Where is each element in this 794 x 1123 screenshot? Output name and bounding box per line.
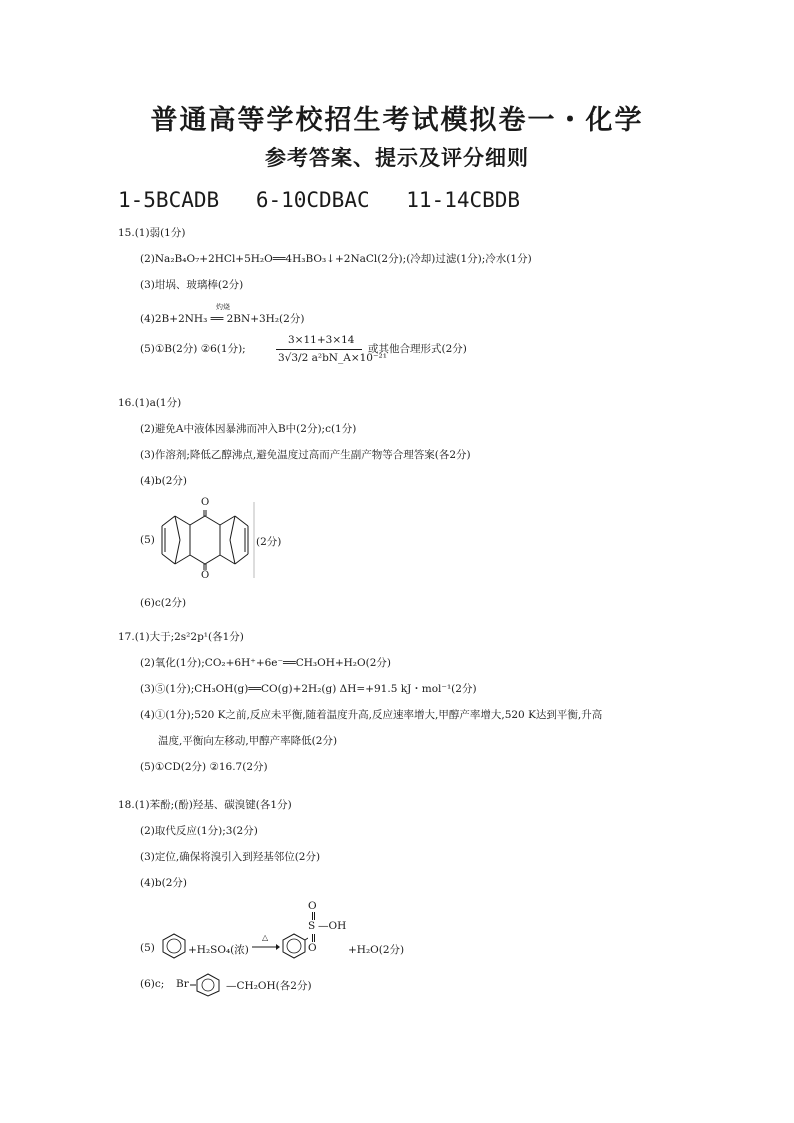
choice-answers [118, 188, 544, 212]
q18-so-bond-top [312, 912, 313, 920]
q18-part6-label: (6)c; [140, 978, 165, 990]
q18-heat-condition: △ [262, 933, 269, 942]
q17-part4-cont: 温度,平衡向左移动,甲醇产率降低(2分) [158, 735, 338, 747]
q16-part2: (2)避免A中液体因暴沸而冲入B中(2分);c(1分) [140, 423, 357, 435]
q15-part5-tail: 或其他合理形式(2分) [368, 343, 467, 355]
q15-part3: (3)坩埚、玻璃棒(2分) [140, 279, 244, 291]
q16-part5-score: (2分) [256, 536, 282, 548]
q18-benzene-ring-answer [190, 972, 226, 998]
q16-part3: (3)作溶剂;降低乙醇沸点,避免温度过高而产生副产物等合理答案(各2分) [140, 449, 471, 461]
q15-condition-label: 灼烧 [216, 303, 230, 311]
q18-part4: (4)b(2分) [140, 877, 187, 889]
q18-so-bond-bottom-double [314, 934, 315, 942]
q16-part1: 16.(1)a(1分) [118, 397, 182, 409]
q15-part4: (4)2B+2NH₃ ══ 2BN+3H₂(2分) [140, 313, 305, 325]
q15-part1: 15.(1)弱(1分) [118, 227, 186, 239]
q18-hydroxyl: —OH [318, 920, 347, 932]
q16-carbonyl-o-bottom: O [201, 570, 210, 581]
q18-part5-tail: +H₂O(2分) [348, 944, 405, 956]
q18-sulfur-atom: S [308, 920, 316, 932]
q15-fraction-bar [276, 349, 362, 350]
q18-part1: 18.(1)苯酚;(酚)羟基、碳溴键(各1分) [118, 799, 292, 811]
q15-fraction-numerator: 3×11+3×14 [288, 334, 355, 346]
answers-6-10: 6-10CDBAC [255, 188, 370, 212]
answers-11-14: 11-14CBDB [406, 188, 521, 212]
q16-structure-diagram [150, 502, 265, 578]
q18-sulfuric-acid: +H₂SO₄(浓) [188, 944, 249, 956]
q17-part2: (2)氧化(1分);CO₂+6H⁺+6e⁻══CH₃OH+H₂O(2分) [140, 657, 392, 669]
q18-part2: (2)取代反应(1分);3(2分) [140, 825, 258, 837]
q18-benzene-ring-product [280, 932, 308, 960]
q18-so-bond-bottom [312, 934, 313, 942]
q16-part5-label: (5) [140, 534, 155, 546]
q15-part2: (2)Na₂B₄O₇+2HCl+5H₂O══4H₃BO₃↓+2NaCl(2分);(冷却)过滤(1分);冷水(1分) [140, 253, 532, 265]
q18-benzene-ring-reactant [160, 932, 188, 960]
q18-part5-label: (5) [140, 942, 155, 954]
q18-bromo-group: Br [176, 978, 189, 990]
q16-part4: (4)b(2分) [140, 475, 187, 487]
q17-part3: (3)⑤(1分);CH₃OH(g)══CO(g)+2H₂(g) ΔH=+91.5 kJ・mol⁻¹(2分) [140, 683, 477, 695]
q16-carbonyl-o-top: O [201, 497, 210, 508]
q18-sulfonyl-o-top: O [308, 900, 317, 912]
q18-sulfonyl-o-bottom: O [308, 942, 317, 954]
q17-part1: 17.(1)大于;2s²2p¹(各1分) [118, 631, 244, 643]
page-title: 普通高等学校招生考试模拟卷一・化学 [150, 105, 644, 136]
q18-part6-tail: —CH₂OH(各2分) [226, 980, 312, 992]
answers-1-5: 1-5BCADB [118, 188, 220, 212]
q17-part5: (5)①CD(2分) ②16.7(2分) [140, 761, 268, 773]
q15-fraction-denominator: 3√3/2 a²bN_A×10⁻²¹ [278, 352, 387, 364]
q17-part4: (4)①(1分);520 K之前,反应未平衡,随着温度升高,反应速率增大,甲醇产率增大,520 K达到平衡,升高 [140, 709, 603, 721]
page-subtitle: 参考答案、提示及评分细则 [265, 145, 529, 170]
q18-reaction-arrow [252, 943, 280, 951]
q18-part3: (3)定位,确保将溴引入到羟基邻位(2分) [140, 851, 321, 863]
q15-part5: (5)①B(2分) ②6(1分); [140, 343, 246, 355]
q18-so-bond-top-double [314, 912, 315, 920]
q16-part6: (6)c(2分) [140, 597, 187, 609]
